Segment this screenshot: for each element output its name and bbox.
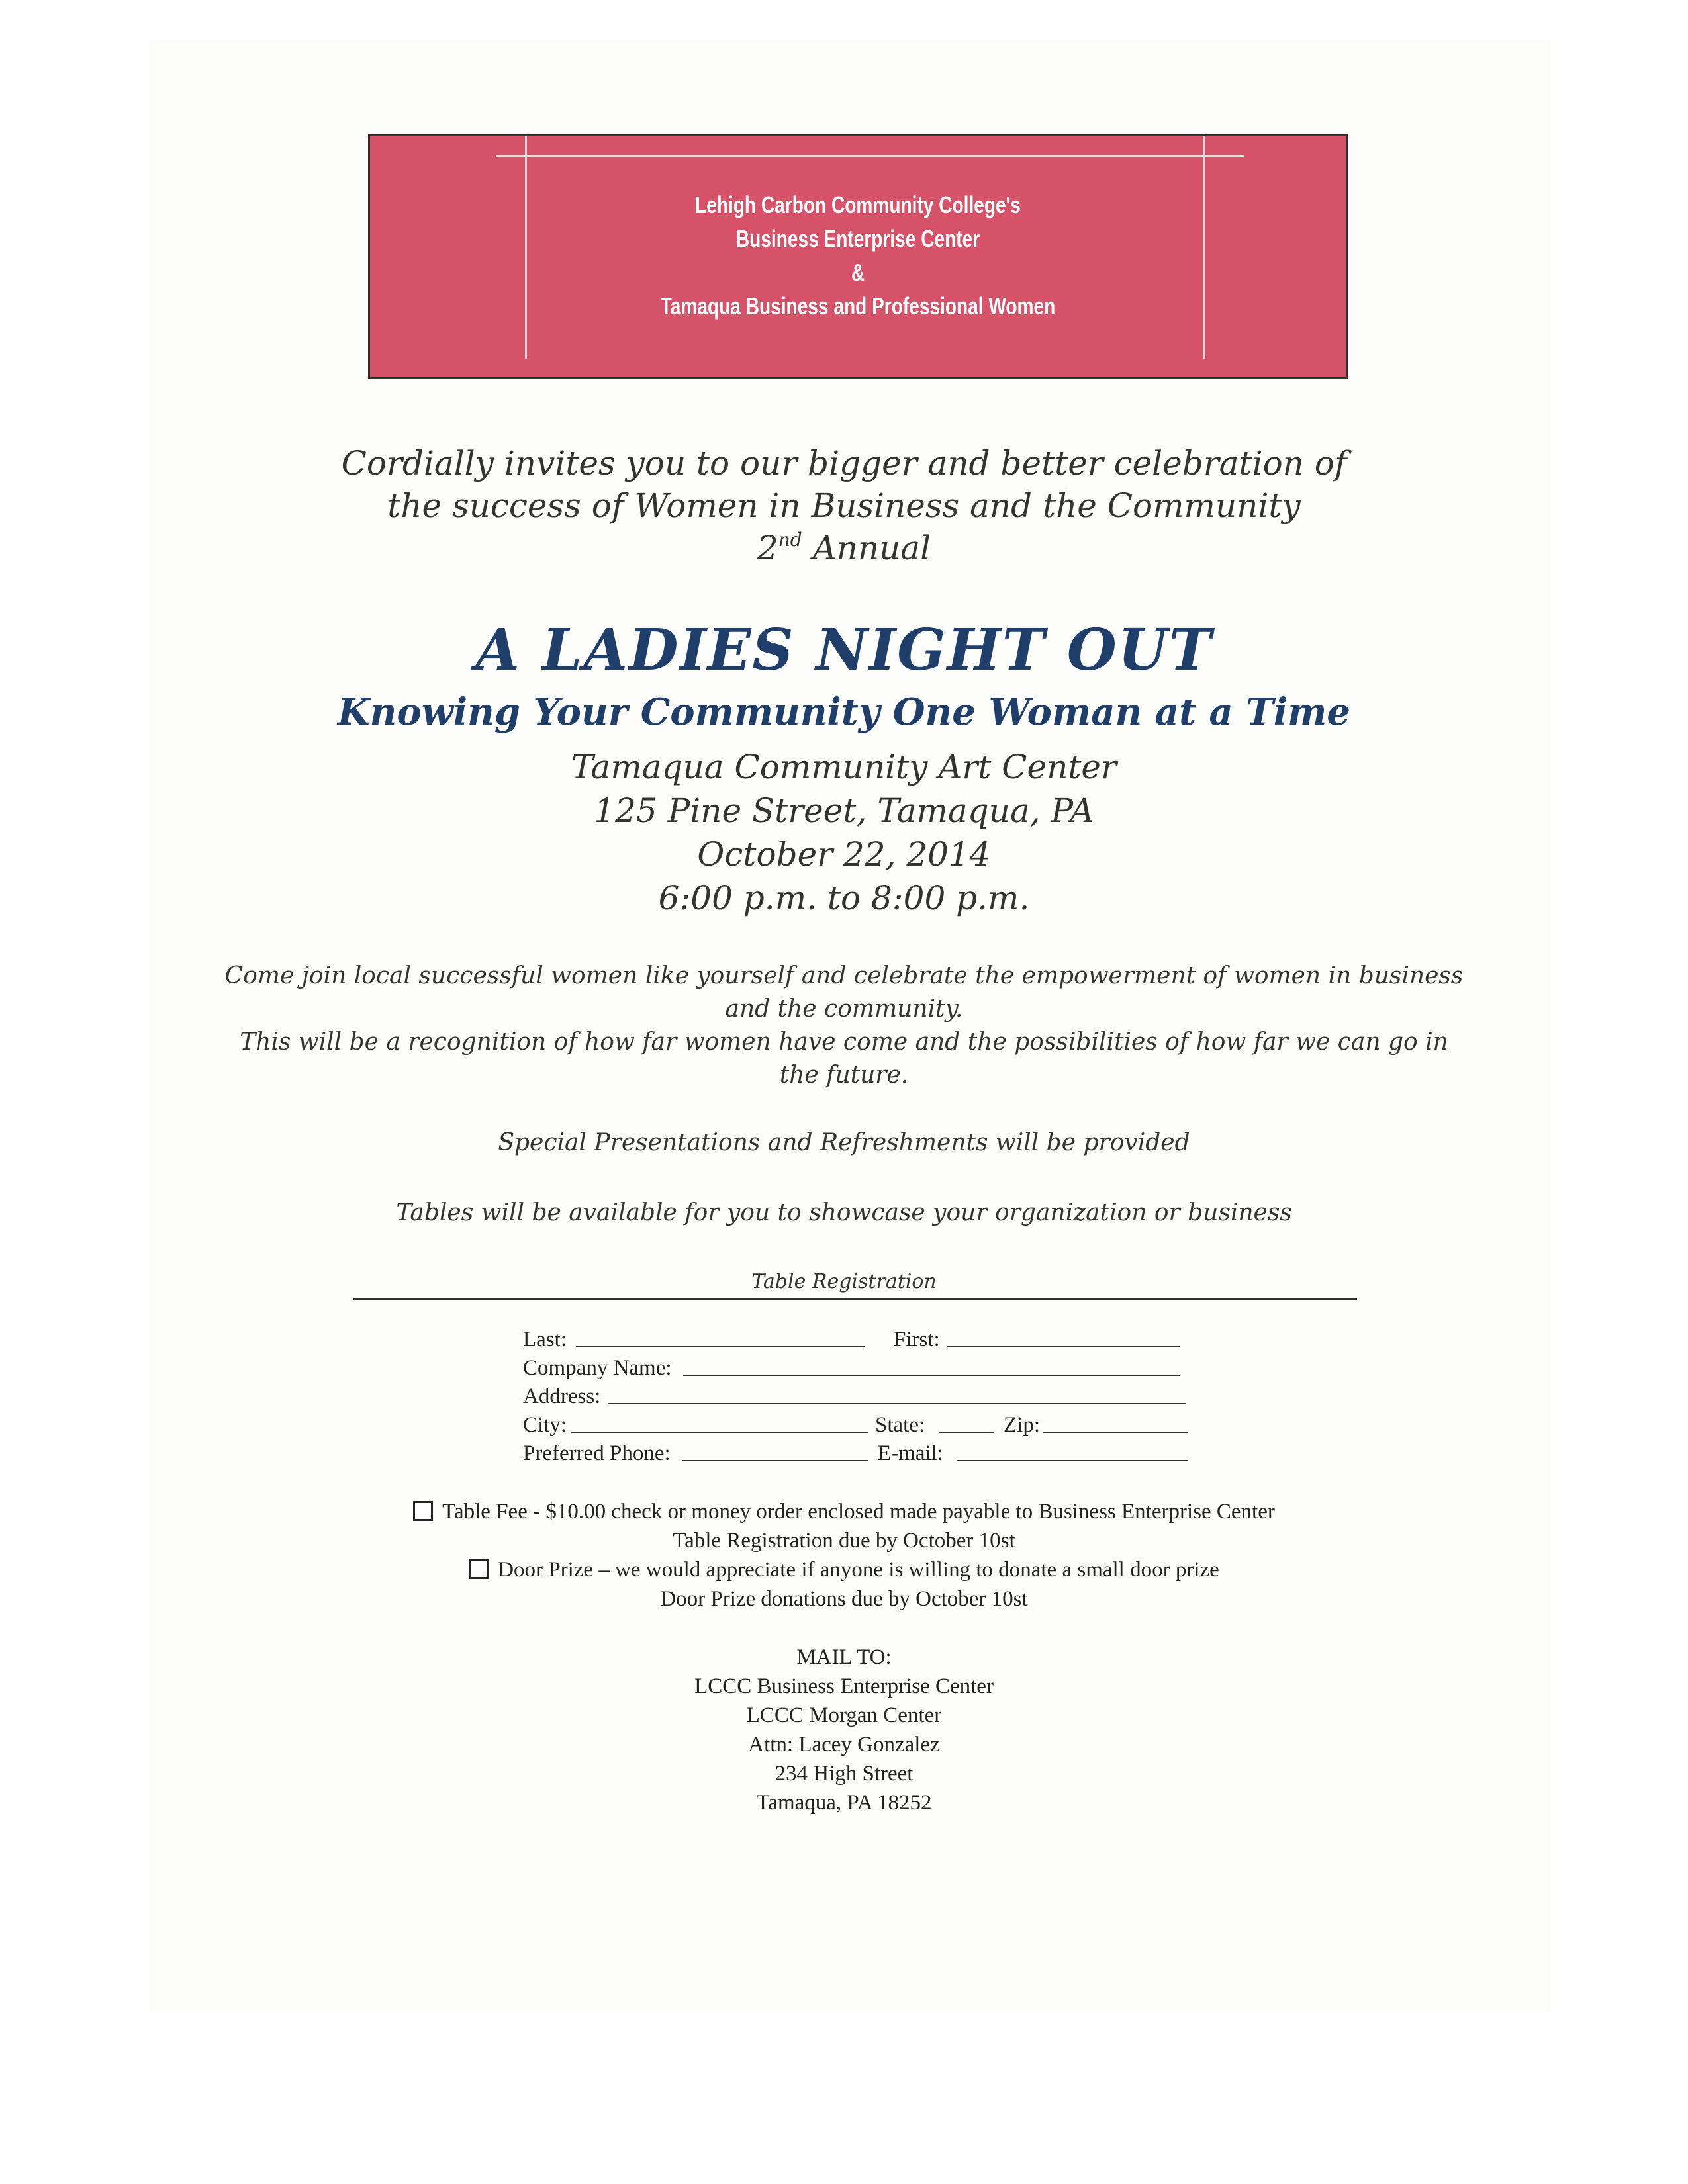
company-name-label: Company Name: [523,1356,672,1380]
event-date: October 22, 2014 [697,835,991,874]
event-address: 125 Pine Street, Tamaqua, PA [594,792,1094,830]
banner-line-center: Business Enterprise Center [735,225,980,252]
banner-line-college: Lehigh Carbon Community College's [695,191,1021,218]
zip-field[interactable] [1043,1432,1188,1433]
registration-divider [353,1298,1357,1300]
header-banner [368,134,1348,379]
state-field[interactable] [939,1432,994,1433]
intro-line-1: Come join local successful women like yourself and celebrate the empowerment of women in business [224,962,1464,989]
first-name-label: First: [894,1328,940,1351]
event-time: 6:00 p.m. to 8:00 p.m. [658,879,1030,917]
annual-word: Annual [812,529,931,567]
annual-number: 2 [757,529,778,567]
last-name-label: Last: [523,1328,567,1351]
mailing-address [0,1643,1688,1817]
intro-paragraph [0,960,1688,1092]
door-prize-option [0,1555,1688,1584]
registration-options [0,1497,1688,1614]
mail-line-2: LCCC Morgan Center [746,1704,942,1727]
email-label: E-mail: [878,1441,943,1465]
city-label: City: [523,1413,567,1437]
last-name-field[interactable] [576,1346,865,1347]
city-field[interactable] [571,1432,868,1433]
door-prize-due-note: Door Prize donations due by October 10st [660,1587,1028,1611]
event-venue: Tamaqua Community Art Center [571,748,1117,786]
mail-line-4: 234 High Street [774,1762,914,1786]
state-label: State: [875,1413,925,1437]
mail-line-3: Attn: Lacey Gonzalez [748,1733,940,1756]
tables-note: Tables will be available for you to showcase your organization or business [396,1199,1292,1226]
mail-line-1: LCCC Business Enterprise Center [694,1674,994,1698]
invitation-text [0,442,1688,569]
banner-line-ampersand: & [851,259,865,286]
table-fee-checkbox[interactable] [413,1501,433,1521]
company-name-field[interactable] [683,1375,1180,1376]
email-field[interactable] [957,1460,1188,1461]
intro-line-3: This will be a recognition of how far women have come and the possibilities of how far we can go in [240,1028,1448,1056]
mail-heading: MAIL TO: [796,1645,892,1669]
annual-ordinal: nd [778,529,802,551]
address-field[interactable] [608,1403,1186,1404]
first-name-field[interactable] [947,1346,1180,1347]
banner-rule-horizontal [496,155,1244,157]
mail-line-5: Tamaqua, PA 18252 [756,1791,932,1815]
table-fee-option [0,1497,1688,1526]
table-due-note: Table Registration due by October 10st [673,1529,1015,1553]
address-label: Address: [523,1385,601,1408]
invite-line-2: the success of Women in Business and the Community [387,486,1301,525]
event-subtitle: Knowing Your Community One Woman at a Time [337,690,1351,734]
door-prize-checkbox[interactable] [469,1559,489,1579]
intro-line-2: and the community. [725,995,963,1023]
registration-heading: Table Registration [751,1270,937,1293]
door-prize-text: Door Prize – we would appreciate if anyone is willing to donate a small door prize [498,1558,1219,1582]
event-title: A LADIES NIGHT OUT [475,617,1213,684]
annual-line [0,527,1688,569]
invite-line-1: Cordially invites you to our bigger and better celebration of [341,444,1347,482]
intro-line-4: the future. [779,1062,909,1089]
zip-label: Zip: [1004,1413,1040,1437]
presentations-note: Special Presentations and Refreshments will be provided [498,1129,1190,1156]
banner-line-bpw: Tamaqua Business and Professional Women [660,293,1056,320]
table-fee-text: Table Fee - $10.00 check or money order enclosed made payable to Business Enterprise Center [442,1500,1275,1524]
phone-label: Preferred Phone: [523,1441,671,1465]
event-details [0,745,1688,920]
phone-field[interactable] [682,1460,868,1461]
banner-text [477,188,1239,323]
